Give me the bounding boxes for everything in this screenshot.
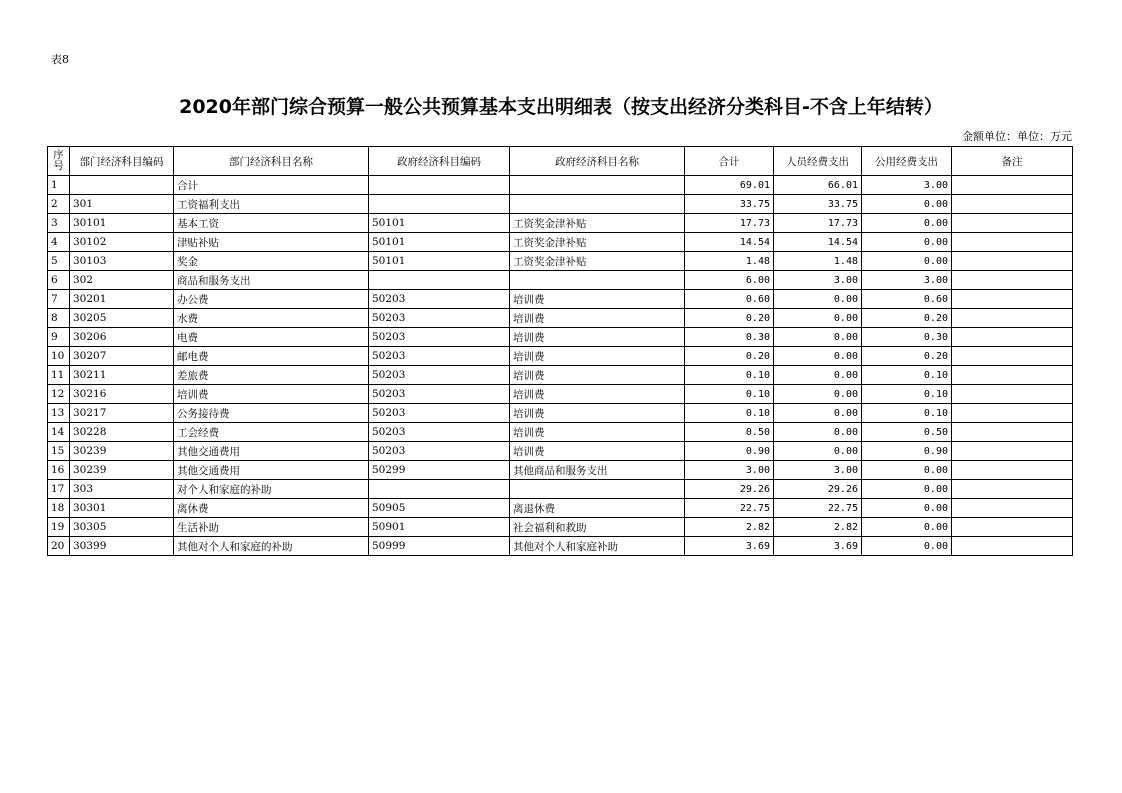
row-dept-code: 303 [70,480,174,499]
row-gov-code: 50203 [369,404,510,423]
amount-unit: 金额单位：单位：万元 [962,130,1072,143]
row-personnel: 0.00 [774,328,862,347]
row-remark [952,233,1073,252]
row-personnel: 0.00 [774,347,862,366]
row-gov-code: 50203 [369,328,510,347]
row-dept-name: 工资福利支出 [174,195,369,214]
row-total: 29.26 [685,480,774,499]
row-remark [952,252,1073,271]
row-total: 33.75 [685,195,774,214]
row-total: 2.82 [685,518,774,537]
row-dept-code: 30103 [70,252,174,271]
row-dept-code: 30301 [70,499,174,518]
row-seq: 16 [48,461,70,480]
row-total: 0.20 [685,347,774,366]
row-gov-code: 50203 [369,347,510,366]
row-remark [952,366,1073,385]
row-remark [952,176,1073,195]
header-remark: 备注 [952,147,1073,176]
row-gov-name: 其他对个人和家庭补助 [510,537,685,556]
row-public: 0.50 [862,423,952,442]
row-personnel: 0.00 [774,366,862,385]
row-gov-code: 50203 [369,423,510,442]
row-gov-name: 离退休费 [510,499,685,518]
row-remark [952,347,1073,366]
row-dept-code: 30207 [70,347,174,366]
row-gov-code [369,271,510,290]
header-total: 合计 [685,147,774,176]
row-dept-code: 30239 [70,442,174,461]
row-total: 69.01 [685,176,774,195]
row-dept-name: 其他交通费用 [174,442,369,461]
row-seq: 1 [48,176,70,195]
table-row [48,347,1073,366]
row-gov-name: 培训费 [510,366,685,385]
row-dept-name: 办公费 [174,290,369,309]
row-public: 0.00 [862,537,952,556]
row-gov-code: 50299 [369,461,510,480]
row-seq: 17 [48,480,70,499]
row-dept-code: 30399 [70,537,174,556]
row-remark [952,442,1073,461]
table-row [48,404,1073,423]
row-gov-name: 培训费 [510,385,685,404]
row-gov-name: 培训费 [510,309,685,328]
row-dept-code: 30216 [70,385,174,404]
table-row [48,309,1073,328]
table-row [48,233,1073,252]
row-dept-name: 津贴补贴 [174,233,369,252]
row-personnel: 3.69 [774,537,862,556]
header-seq [48,147,70,176]
row-remark [952,328,1073,347]
row-public: 0.00 [862,233,952,252]
row-total: 6.00 [685,271,774,290]
row-total: 0.10 [685,366,774,385]
row-total: 3.69 [685,537,774,556]
row-personnel: 1.48 [774,252,862,271]
row-public: 0.00 [862,195,952,214]
row-gov-code [369,176,510,195]
row-personnel: 2.82 [774,518,862,537]
row-personnel: 66.01 [774,176,862,195]
header-dept-code: 部门经济科目编码 [70,147,174,176]
row-gov-code [369,480,510,499]
row-total: 14.54 [685,233,774,252]
row-gov-name [510,176,685,195]
row-gov-code: 50203 [369,366,510,385]
row-dept-name: 基本工资 [174,214,369,233]
row-total: 0.90 [685,442,774,461]
row-gov-code: 50999 [369,537,510,556]
row-gov-name [510,271,685,290]
row-remark [952,537,1073,556]
row-seq: 18 [48,499,70,518]
row-public: 0.60 [862,290,952,309]
header-gov-name: 政府经济科目名称 [510,147,685,176]
row-dept-code: 30228 [70,423,174,442]
row-personnel: 29.26 [774,480,862,499]
row-total: 0.60 [685,290,774,309]
row-seq: 2 [48,195,70,214]
row-remark [952,480,1073,499]
row-gov-name: 培训费 [510,404,685,423]
row-seq: 15 [48,442,70,461]
row-remark [952,423,1073,442]
row-dept-name: 公务接待费 [174,404,369,423]
row-personnel: 3.00 [774,271,862,290]
row-public: 0.10 [862,366,952,385]
row-dept-name: 商品和服务支出 [174,271,369,290]
table-row [48,480,1073,499]
header-gov-code: 政府经济科目编码 [369,147,510,176]
row-seq: 11 [48,366,70,385]
row-remark [952,499,1073,518]
row-personnel: 17.73 [774,214,862,233]
row-public: 3.00 [862,176,952,195]
row-seq: 5 [48,252,70,271]
row-dept-name: 邮电费 [174,347,369,366]
row-gov-name: 培训费 [510,423,685,442]
row-dept-code: 30205 [70,309,174,328]
row-gov-code: 50901 [369,518,510,537]
row-gov-code [369,195,510,214]
row-total: 1.48 [685,252,774,271]
row-gov-name: 工资奖金津补贴 [510,233,685,252]
row-public: 0.00 [862,480,952,499]
row-public: 0.10 [862,404,952,423]
table-header-row [48,147,1073,176]
row-public: 0.00 [862,461,952,480]
row-dept-name: 合计 [174,176,369,195]
row-seq: 20 [48,537,70,556]
row-gov-name [510,480,685,499]
row-seq: 9 [48,328,70,347]
table-row [48,385,1073,404]
row-gov-code: 50101 [369,252,510,271]
row-dept-code: 30101 [70,214,174,233]
row-dept-name: 对个人和家庭的补助 [174,480,369,499]
row-dept-name: 其他交通费用 [174,461,369,480]
row-total: 0.50 [685,423,774,442]
row-dept-code: 30211 [70,366,174,385]
header-dept-name: 部门经济科目名称 [174,147,369,176]
row-remark [952,214,1073,233]
header-seq-top: 序 [53,149,64,161]
table-row [48,518,1073,537]
row-remark [952,461,1073,480]
row-personnel: 0.00 [774,385,862,404]
row-remark [952,309,1073,328]
row-seq: 7 [48,290,70,309]
row-gov-code: 50905 [369,499,510,518]
row-dept-name: 生活补助 [174,518,369,537]
row-public: 0.20 [862,309,952,328]
row-seq: 8 [48,309,70,328]
row-dept-name: 奖金 [174,252,369,271]
row-public: 0.90 [862,442,952,461]
row-seq: 12 [48,385,70,404]
header-personnel: 人员经费支出 [774,147,862,176]
row-dept-code: 30305 [70,518,174,537]
row-total: 0.30 [685,328,774,347]
header-seq-bottom: 号 [53,160,64,172]
row-dept-code: 30206 [70,328,174,347]
row-public: 0.20 [862,347,952,366]
row-personnel: 0.00 [774,423,862,442]
table-row [48,214,1073,233]
row-dept-code: 30217 [70,404,174,423]
budget-table [47,146,1073,556]
row-total: 0.20 [685,309,774,328]
row-public: 3.00 [862,271,952,290]
row-gov-name: 社会福利和救助 [510,518,685,537]
row-dept-name: 差旅费 [174,366,369,385]
table-row [48,176,1073,195]
row-gov-name: 培训费 [510,442,685,461]
row-gov-name: 其他商品和服务支出 [510,461,685,480]
row-total: 0.10 [685,385,774,404]
row-personnel: 0.00 [774,290,862,309]
row-personnel: 3.00 [774,461,862,480]
row-seq: 10 [48,347,70,366]
row-remark [952,385,1073,404]
table-row [48,423,1073,442]
table-row [48,366,1073,385]
row-remark [952,271,1073,290]
row-dept-name: 工会经费 [174,423,369,442]
table-row [48,442,1073,461]
row-gov-code: 50203 [369,442,510,461]
row-gov-code: 50203 [369,290,510,309]
row-dept-name: 电费 [174,328,369,347]
table-row [48,195,1073,214]
row-dept-code: 302 [70,271,174,290]
row-gov-name [510,195,685,214]
row-remark [952,404,1073,423]
row-gov-name: 培训费 [510,347,685,366]
row-dept-name: 离休费 [174,499,369,518]
row-seq: 19 [48,518,70,537]
row-personnel: 0.00 [774,442,862,461]
row-public: 0.00 [862,252,952,271]
row-public: 0.00 [862,214,952,233]
row-personnel: 14.54 [774,233,862,252]
row-dept-code: 30102 [70,233,174,252]
row-total: 0.10 [685,404,774,423]
table-row [48,290,1073,309]
row-total: 22.75 [685,499,774,518]
table-row [48,252,1073,271]
page-title: 2020年部门综合预算一般公共预算基本支出明细表（按支出经济分类科目-不含上年结转） [179,96,943,118]
row-gov-name: 工资奖金津补贴 [510,252,685,271]
row-seq: 3 [48,214,70,233]
row-public: 0.10 [862,385,952,404]
table-row [48,537,1073,556]
table-row [48,499,1073,518]
row-dept-code: 30201 [70,290,174,309]
row-remark [952,290,1073,309]
row-dept-name: 其他对个人和家庭的补助 [174,537,369,556]
row-personnel: 22.75 [774,499,862,518]
row-total: 17.73 [685,214,774,233]
row-public: 0.00 [862,518,952,537]
row-gov-name: 培训费 [510,328,685,347]
row-gov-code: 50203 [369,309,510,328]
row-seq: 6 [48,271,70,290]
row-dept-code [70,176,174,195]
row-gov-name: 工资奖金津补贴 [510,214,685,233]
table-row [48,461,1073,480]
header-public: 公用经费支出 [862,147,952,176]
row-personnel: 0.00 [774,404,862,423]
row-dept-name: 水费 [174,309,369,328]
row-seq: 4 [48,233,70,252]
row-dept-code: 30239 [70,461,174,480]
row-gov-code: 50101 [369,233,510,252]
row-seq: 13 [48,404,70,423]
table-number: 表8 [51,53,69,66]
row-public: 0.00 [862,499,952,518]
row-dept-name: 培训费 [174,385,369,404]
row-total: 3.00 [685,461,774,480]
table-row [48,271,1073,290]
row-public: 0.30 [862,328,952,347]
row-seq: 14 [48,423,70,442]
row-personnel: 0.00 [774,309,862,328]
row-gov-code: 50203 [369,385,510,404]
table-row [48,328,1073,347]
row-gov-code: 50101 [369,214,510,233]
row-remark [952,518,1073,537]
row-dept-code: 301 [70,195,174,214]
row-remark [952,195,1073,214]
row-gov-name: 培训费 [510,290,685,309]
row-personnel: 33.75 [774,195,862,214]
